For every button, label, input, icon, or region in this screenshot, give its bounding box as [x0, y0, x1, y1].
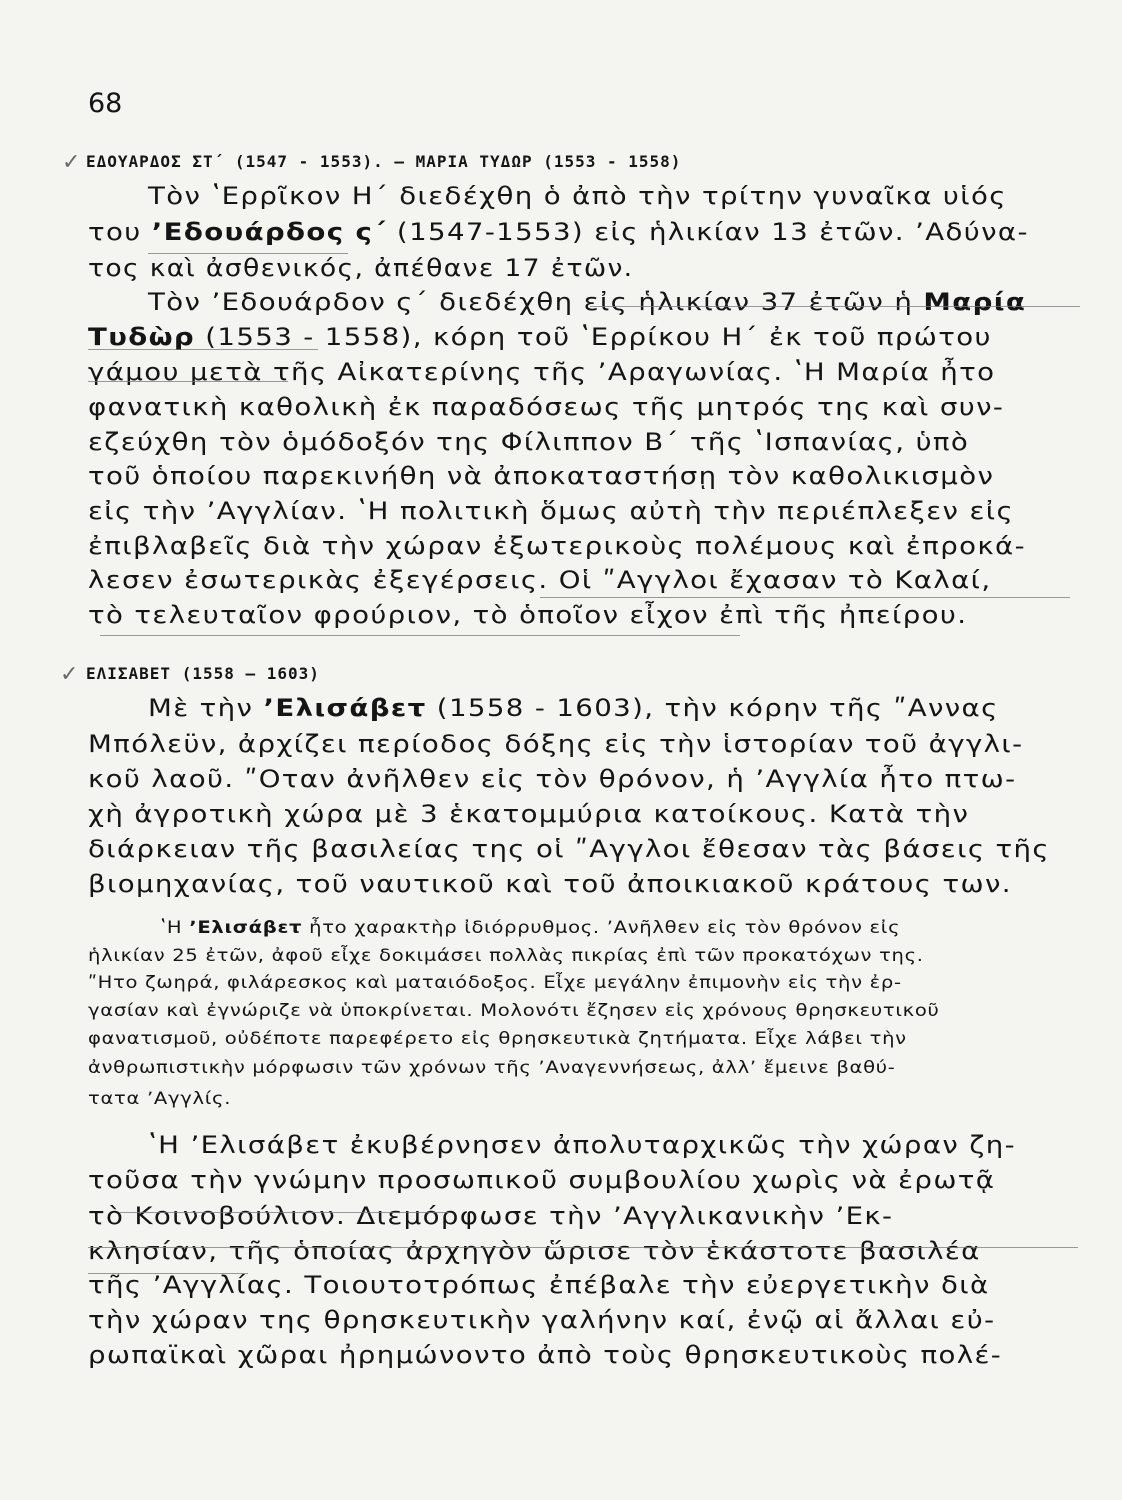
text-run: εἰς τὴν ʼΑγγλίαν. ʽΗ πολιτικὴ ὅμως αὐτὴ τὴν περιέπλεξεν εἰς — [88, 497, 1015, 525]
paragraph-line — [88, 870, 1012, 898]
text-run: (1553 - 1558), κόρη τοῦ ʽΕρρίκου Η΄ ἐκ τοῦ πρώτου — [195, 323, 992, 351]
section-heading-elizabeth: ΕΛΙΣΑΒΕΤ (1558 – 1603) — [86, 664, 320, 683]
paragraph-line — [88, 1166, 995, 1194]
text-run: ἡλικίαν 25 ἐτῶν, ἀφοῦ εἶχε δοκιμάσει πολλὰς πικρίας ἐπὶ τῶν προκατόχων της. — [88, 946, 924, 966]
paragraph-line — [88, 532, 1026, 560]
text-run: ʽΗ — [160, 918, 190, 938]
paragraph-line — [148, 1131, 1016, 1159]
text-run: τατα ʼΑγγλίς. — [88, 1089, 232, 1109]
text-run: Τὸν ʽΕρρῖκον Η΄ διεδέχθη ὁ ἀπὸ τὴν τρίτην γυναῖκα υἱός — [148, 182, 1007, 210]
text-run: τὸ τελευταῖον φρούριον, τὸ ὁποῖον εἶχον ἐπὶ τῆς ἠπείρου. — [88, 601, 968, 629]
paragraph-line — [88, 428, 969, 456]
text-run: Μπόλεϋν, ἀρχίζει περίοδος δόξης εἰς τὴν ἱστορίαν τοῦ ἀγγλι- — [88, 730, 1024, 758]
text-run: Μὲ τὴν — [148, 694, 264, 722]
bold-name: ʼΕλισάβετ — [263, 694, 427, 722]
paragraph-line — [88, 393, 1004, 421]
text-run: (1547-1553) εἰς ἡλικίαν 13 ἐτῶν. ʼΑδύνα- — [386, 218, 1029, 246]
bold-name: ʼΕδουάρδος ς΄ — [151, 218, 387, 246]
section-heading-edward-mary: ΕΔΟΥΑΡΔΟΣ ΣΤ΄ (1547 - 1553). – ΜΑΡΙΑ ΤΥΔΩΡ (1553 - 1558) — [86, 152, 682, 171]
pencil-check-mark: ✓ — [60, 662, 79, 687]
paragraph-line — [88, 835, 1050, 863]
text-run: του — [88, 218, 152, 246]
text-run: φανατικὴ καθολικὴ ἐκ παραδόσεως τῆς μητρός της καὶ συν- — [88, 393, 1005, 421]
text-run: Τὸν ʼΕδουάρδον ς΄ διεδέχθη εἰς ἡλικίαν 37 ἐτῶν ἡ — [148, 288, 924, 316]
text-run: τοῦσα τὴν γνώμην προσωπικοῦ συμβουλίου χωρὶς νὰ ἐρωτᾷ — [88, 1166, 996, 1194]
paragraph-line — [88, 497, 1014, 525]
paragraph-line — [88, 323, 992, 351]
text-run: βιομηχανίας, τοῦ ναυτικοῦ καὶ τοῦ ἀποικιακοῦ κράτους των. — [88, 870, 1012, 898]
paragraph-line — [88, 462, 994, 490]
paragraph-line — [148, 694, 999, 722]
note-line — [88, 1029, 907, 1049]
bold-name: ʼΕλισάβετ — [189, 918, 303, 938]
paragraph-line — [88, 1237, 981, 1265]
paragraph-line — [88, 601, 967, 629]
pencil-underline — [540, 597, 1070, 598]
paragraph-line — [88, 730, 1023, 758]
pencil-underline — [88, 1273, 248, 1274]
text-run: τὴν χώραν της θρησκευτικὴν γαλήνην καί, ἐνῷ αἱ ἄλλαι εὐ- — [88, 1306, 996, 1334]
pencil-underline — [88, 349, 318, 350]
text-run: τῆς ʼΑγγλίας. Τοιουτοτρόπως ἐπέβαλε τὴν εὐεργετικὴν διὰ — [88, 1271, 990, 1299]
text-run: τος καὶ ἀσθενικός, ἀπέθανε 17 ἐτῶν. — [88, 254, 634, 282]
note-line — [88, 1089, 231, 1109]
pencil-check-mark: ✓ — [62, 150, 81, 175]
text-run: (1558 - 1603), τὴν κόρην τῆς ʺΑννας — [426, 694, 999, 722]
text-run: ἦτο χαρακτὴρ ἰδιόρρυθμος. ʼΑνῆλθεν εἰς τὸν θρόνον εἰς — [302, 918, 901, 938]
text-run: ἀνθρωπιστικὴν μόρφωσιν τῶν χρόνων τῆς ʼΑναγεννήσεως, ἀλλʼ ἔμεινε βαθύ- — [88, 1058, 896, 1078]
paragraph-line — [88, 1202, 893, 1230]
text-run: τοῦ ὁποίου παρεκινήθη νὰ ἀποκαταστήσῃ τὸν καθολικισμὸν — [88, 462, 995, 490]
pencil-underline — [88, 1247, 1078, 1248]
pencil-underline — [148, 253, 348, 254]
paragraph-line — [88, 1306, 995, 1334]
note-line — [88, 1001, 940, 1021]
pencil-underline — [88, 381, 288, 382]
paragraph-line — [88, 1341, 1002, 1369]
text-run: ʽΗ ʼΕλισάβετ ἐκυβέρνησεν ἀπολυταρχικῶς τὴν χώραν ζη- — [148, 1131, 1016, 1159]
paragraph-line — [88, 566, 992, 594]
text-run: γασίαν καὶ ἐγνώριζε νὰ ὑποκρίνεται. Μολονότι ἔζησεν εἰς χρόνους θρησκευτικοῦ — [88, 1001, 940, 1021]
paragraph-line — [88, 1271, 990, 1299]
paragraph-line — [88, 254, 633, 282]
note-line — [160, 918, 900, 938]
paragraph-line — [148, 182, 1007, 210]
note-line — [88, 1058, 896, 1078]
text-run: λεσεν ἐσωτερικὰς ἐξεγέρσεις. Οἱ ʺΑγγλοι ἔχασαν τὸ Καλαί, — [88, 566, 992, 594]
pencil-underline — [100, 635, 740, 636]
text-run: γάμου μετὰ τῆς Αἰκατερίνης τῆς ʼΑραγωνίας. ʽΗ Μαρία ἦτο — [88, 358, 996, 386]
pencil-underline — [120, 1212, 450, 1213]
paragraph-line — [88, 800, 969, 828]
text-run: φανατισμοῦ, οὐδέποτε παρεφέρετο εἰς θρησκευτικὰ ζητήματα. Εἶχε λάβει τὴν — [88, 1029, 907, 1049]
paragraph-line — [148, 288, 1026, 316]
bold-name: Μαρία — [923, 288, 1027, 316]
text-run: εζεύχθη τὸν ὁμόδοξόν της Φίλιππον Β΄ τῆς ʽΙσπανίας, ὑπὸ — [88, 428, 970, 456]
text-run: διάρκειαν τῆς βασιλείας της οἱ ʺΑγγλοι ἔθεσαν τὰς βάσεις τῆς — [88, 835, 1051, 863]
text-run: ρωπαϊκαὶ χῶραι ἠρημώνοντο ἀπὸ τοὺς θρησκευτικοὺς πολέ- — [88, 1341, 1003, 1369]
paragraph-line — [88, 765, 1016, 793]
pencil-underline — [590, 306, 1080, 307]
text-run: ʺΗτο ζωηρά, φιλάρεσκος καὶ ματαιόδοξος. Εἶχε μεγάλην ἐπιμονὴν εἰς τὴν ἐρ- — [88, 973, 902, 993]
text-run: ἐπιβλαβεῖς διὰ τὴν χώραν ἐξωτερικοὺς πολέμους καὶ ἐπροκά- — [88, 532, 1026, 560]
note-line — [88, 973, 902, 993]
paragraph-line — [88, 218, 1029, 246]
text-run: τὸ Κοινοβούλιον. Διεμόρφωσε τὴν ʼΑγγλικανικὴν ʼΕκ- — [88, 1202, 894, 1230]
bold-name: Τυδὼρ — [88, 323, 196, 351]
note-line — [88, 946, 924, 966]
text-run: κοῦ λαοῦ. ʺΟταν ἀνῆλθεν εἰς τὸν θρόνον, ἡ ʼΑγγλία ἦτο πτω- — [88, 765, 1017, 793]
text-run: κλησίαν, τῆς ὁποίας ἀρχηγὸν ὥρισε τὸν ἑκάστοτε βασιλέα — [88, 1237, 981, 1265]
text-run: χὴ ἀγροτικὴ χώρα μὲ 3 ἑκατομμύρια κατοίκους. Κατὰ τὴν — [88, 800, 970, 828]
page-number: 68 — [88, 88, 123, 119]
